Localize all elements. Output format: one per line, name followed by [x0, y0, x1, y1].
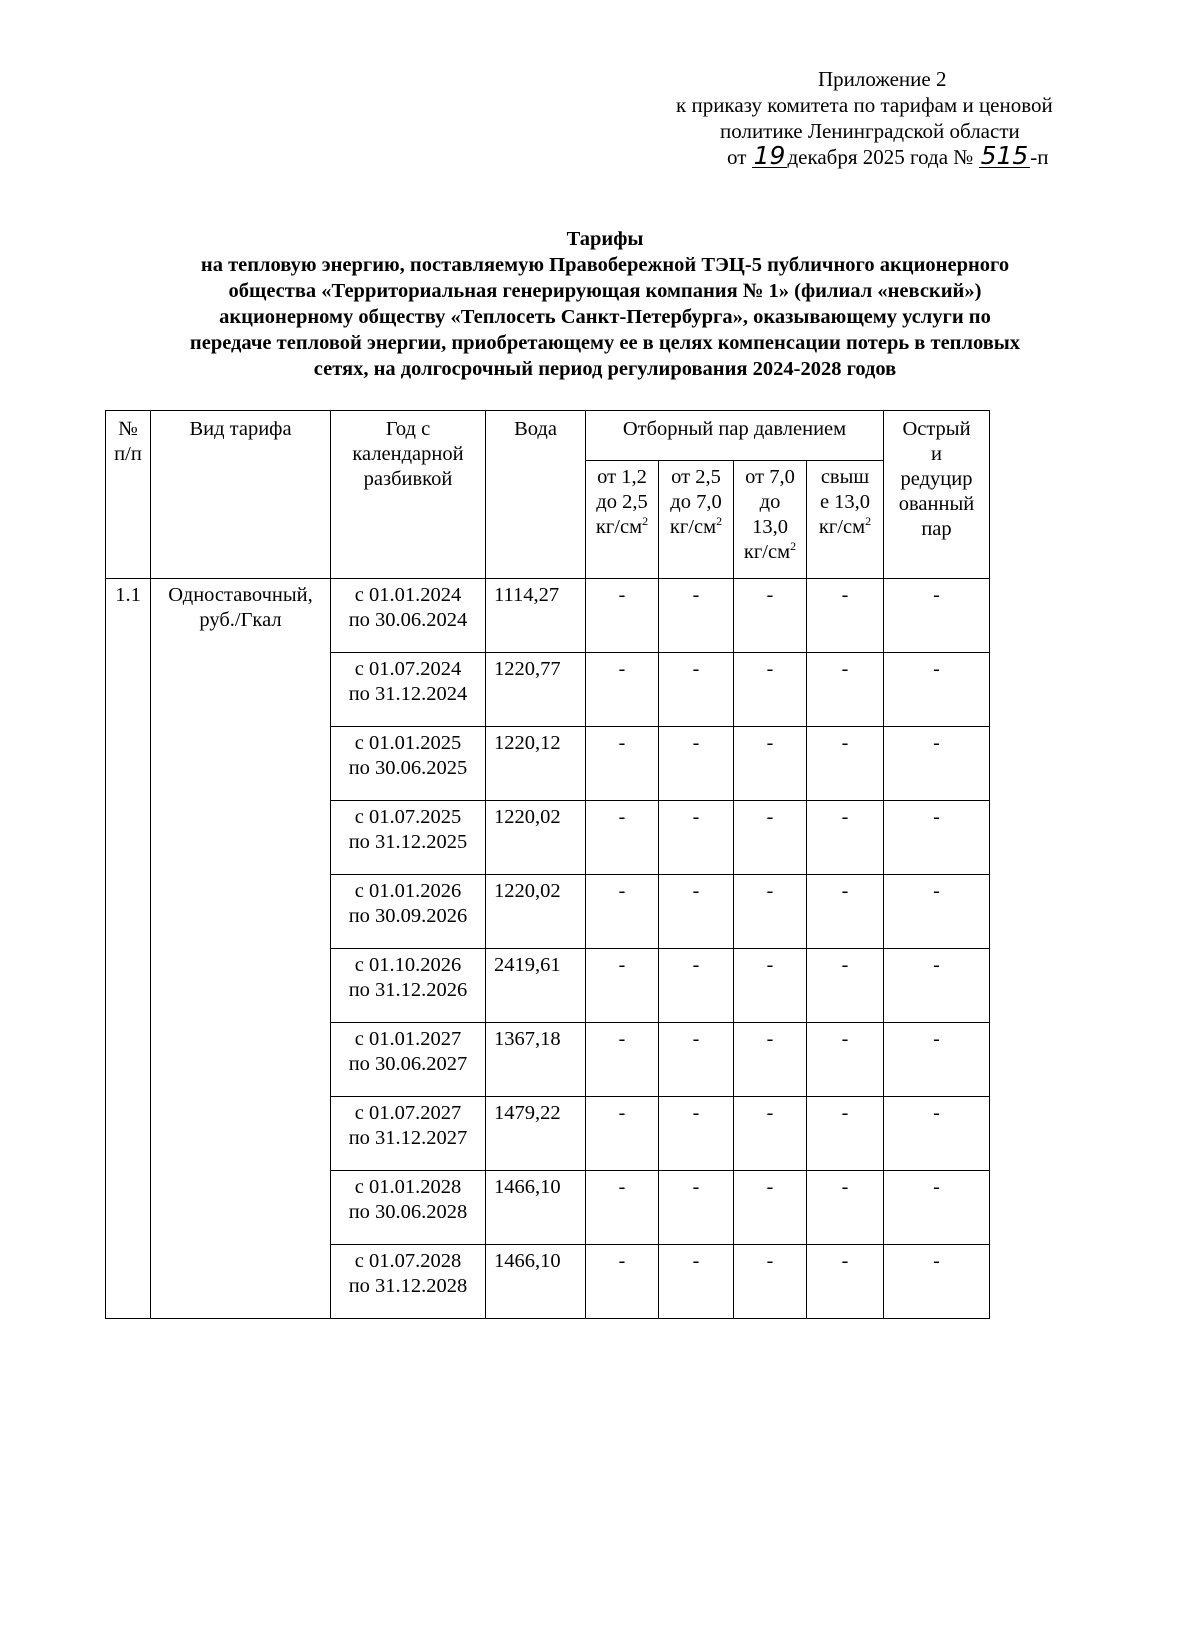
sharp-steam-value: -: [884, 875, 990, 949]
steam-value: -: [659, 727, 734, 801]
header-steam-3: от 7,0 до 13,0 $кг/см^2$: [734, 461, 807, 579]
water-value: 1466,10: [486, 1171, 586, 1245]
title-line: акционерному обществу «Теплосеть Санкт-Петербурга», оказывающему услуги по: [219, 306, 991, 328]
steam-value: -: [734, 875, 807, 949]
sharp-steam-value: -: [884, 727, 990, 801]
sharp-steam-value: -: [884, 1171, 990, 1245]
header-steam-4: свыш е 13,0 $кг/см^2$: [807, 461, 884, 579]
steam-value: -: [586, 949, 659, 1023]
steam-value: -: [734, 949, 807, 1023]
row-number: 1.1: [106, 579, 151, 1319]
date-prefix: от: [727, 145, 747, 169]
header-tariff-type: Вид тарифа: [151, 411, 331, 579]
steam-value: -: [659, 1023, 734, 1097]
water-value: 1220,12: [486, 727, 586, 801]
header-steam-1: от 1,2 до 2,5 $кг/см^2$: [586, 461, 659, 579]
water-value: 1220,02: [486, 801, 586, 875]
sharp-steam-value: -: [884, 801, 990, 875]
steam-value: -: [734, 1245, 807, 1319]
period-cell: с 01.07.2024 по 31.12.2024: [331, 653, 486, 727]
steam-value: -: [586, 1097, 659, 1171]
appendix-line-2: к приказу комитета по тарифам и ценовой: [676, 93, 1053, 117]
order-suffix: -п: [1030, 145, 1049, 169]
header-year: Год с календарной разбивкой: [331, 411, 486, 579]
document-title: [110, 226, 1100, 382]
steam-value: -: [807, 579, 884, 653]
steam-value: -: [586, 1171, 659, 1245]
period-cell: с 01.07.2025 по 31.12.2025: [331, 801, 486, 875]
steam-value: -: [586, 579, 659, 653]
sharp-steam-value: -: [884, 653, 990, 727]
steam-value: -: [659, 875, 734, 949]
steam-value: -: [659, 1171, 734, 1245]
steam-value: -: [734, 1097, 807, 1171]
tariff-type-cell: Одноставочный, руб./Гкал: [151, 579, 331, 1319]
water-value: 1466,10: [486, 1245, 586, 1319]
appendix-date-line: [727, 141, 1049, 170]
steam-value: -: [734, 801, 807, 875]
water-value: 1114,27: [486, 579, 586, 653]
steam-value: -: [659, 801, 734, 875]
steam-value: -: [734, 1171, 807, 1245]
period-cell: с 01.07.2027 по 31.12.2027: [331, 1097, 486, 1171]
handwritten-order-number: 515: [980, 141, 1029, 170]
water-value: 1367,18: [486, 1023, 586, 1097]
steam-value: -: [659, 949, 734, 1023]
period-cell: с 01.01.2024 по 30.06.2024: [331, 579, 486, 653]
header-steam-group: Отборный пар давлением: [586, 411, 884, 461]
steam-value: -: [807, 727, 884, 801]
steam-value: -: [807, 949, 884, 1023]
header-number: № п/п: [106, 411, 151, 579]
steam-value: -: [586, 727, 659, 801]
steam-value: -: [659, 1245, 734, 1319]
steam-value: -: [807, 1171, 884, 1245]
steam-value: -: [734, 653, 807, 727]
water-value: 1220,02: [486, 875, 586, 949]
sharp-steam-value: -: [884, 1245, 990, 1319]
title-line: сетях, на долгосрочный период регулирования 2024-2028 годов: [313, 358, 897, 380]
steam-value: -: [586, 801, 659, 875]
steam-value: -: [734, 727, 807, 801]
water-value: 1220,77: [486, 653, 586, 727]
water-value: 2419,61: [486, 949, 586, 1023]
steam-value: -: [659, 1097, 734, 1171]
period-cell: с 01.01.2028 по 30.06.2028: [331, 1171, 486, 1245]
period-cell: с 01.01.2026 по 30.09.2026: [331, 875, 486, 949]
sharp-steam-value: -: [884, 579, 990, 653]
steam-value: -: [586, 1245, 659, 1319]
sharp-steam-value: -: [884, 1023, 990, 1097]
steam-value: -: [734, 579, 807, 653]
steam-value: -: [659, 653, 734, 727]
period-cell: с 01.07.2028 по 31.12.2028: [331, 1245, 486, 1319]
steam-value: -: [807, 1097, 884, 1171]
steam-value: -: [807, 801, 884, 875]
steam-value: -: [734, 1023, 807, 1097]
steam-value: -: [659, 579, 734, 653]
water-value: 1479,22: [486, 1097, 586, 1171]
title-heading: Тарифы: [566, 228, 644, 250]
table-row: [106, 579, 990, 653]
appendix-line-1: Приложение 2: [818, 67, 947, 91]
handwritten-day: 19: [753, 141, 786, 170]
steam-value: -: [586, 1023, 659, 1097]
period-cell: с 01.01.2025 по 30.06.2025: [331, 727, 486, 801]
header-water: Вода: [486, 411, 586, 579]
steam-value: -: [807, 1245, 884, 1319]
period-cell: с 01.10.2026 по 31.12.2026: [331, 949, 486, 1023]
title-line: общества «Территориальная генерирующая компания № 1» (филиал «невский»): [228, 280, 982, 302]
header-steam-2: от 2,5 до 7,0 $кг/см^2$: [659, 461, 734, 579]
header-sharp-steam: Острый и редуцир ованный пар: [884, 411, 990, 579]
appendix-line-3: политике Ленинградской области: [720, 119, 1020, 143]
steam-value: -: [807, 1023, 884, 1097]
period-cell: с 01.01.2027 по 30.06.2027: [331, 1023, 486, 1097]
steam-value: -: [586, 875, 659, 949]
sharp-steam-value: -: [884, 949, 990, 1023]
steam-value: -: [807, 653, 884, 727]
steam-value: -: [586, 653, 659, 727]
tariffs-table: [105, 410, 990, 1319]
date-middle: декабря 2025 года №: [787, 145, 974, 169]
steam-value: -: [807, 875, 884, 949]
title-line: на тепловую энергию, поставляемую Правобережной ТЭЦ-5 публичного акционерного: [200, 254, 1010, 276]
sharp-steam-value: -: [884, 1097, 990, 1171]
title-line: передаче тепловой энергии, приобретающему ее в целях компенсации потерь в тепловых: [189, 332, 1021, 354]
